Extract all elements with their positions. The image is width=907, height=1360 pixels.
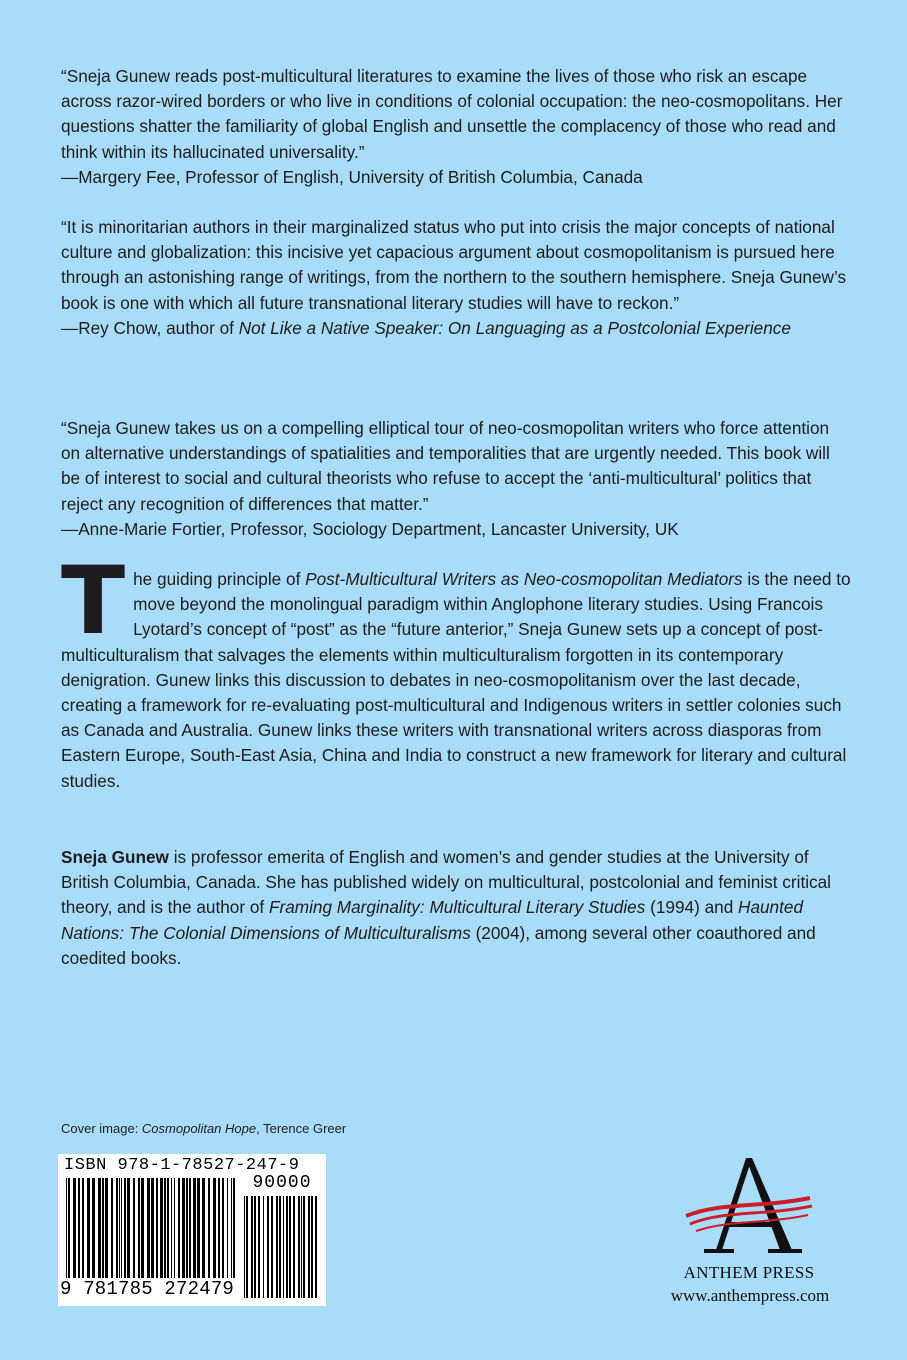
barcode-bar [246,1196,248,1298]
endorsement-quote-1 [61,64,851,190]
isbn-barcode [58,1154,326,1306]
bio-text-3: (2004), among several other coauthored and coedited books. [61,922,816,968]
bio-book-title-2: Haunted Nations: The Colonial Dimensions of Multiculturalisms [61,897,804,943]
barcode-bar [298,1196,300,1298]
quote-attribution: —Anne-Marie Fortier, Professor, Sociology Department, Lancaster University, UK [61,518,679,539]
bio-text-1: is professor emerita of English and women’s and gender studies at the University of British Columbia, Canada. She has published widely on multicultural, postcolonial and feminist critical theory, and is the author of [61,847,832,918]
drop-cap: T [61,547,126,656]
barcode-bar [164,1178,166,1290]
barcode-bar [283,1196,284,1298]
barcode-bar [293,1196,295,1298]
barcode-bar [301,1196,302,1298]
barcode-bar [271,1196,273,1298]
bio-book-title-1: Framing Marginality: Multicultural Literary Studies [268,897,646,918]
quote-text: “Sneja Gunew takes us on a compelling elliptical tour of neo-cosmopolitan writers who force attention on alternative understandings of spatialities and temporalities that are urgently needed. This book will be of interest to social and cultural theorists who refuse to accept the ‘anti-multicultural’ politics that reject any recognition of differences that matter.” [61,418,830,514]
barcode-bar [121,1178,122,1290]
isbn-number: ISBN 978-1-78527-247-9 [64,1156,300,1175]
barcode-bar [119,1178,120,1290]
barcode-bar [87,1178,90,1290]
barcode-bar [82,1178,84,1290]
barcode-bar [138,1178,140,1290]
barcode-bar [279,1196,281,1298]
attribution-book-title: Not Like a Native Speaker: On Languaging as a Postcolonial Experience [238,317,791,338]
barcode-bar [222,1178,224,1290]
publisher-url: www.anthempress.com [670,1286,830,1305]
barcode-bar [233,1178,235,1290]
barcode-bar [182,1178,185,1290]
description-intro: he guiding principle of [133,569,306,589]
barcode-bar [127,1178,130,1290]
barcode-bar [98,1178,101,1290]
barcode-bar [276,1196,278,1298]
addon-price-digits: 90000 [252,1173,312,1193]
author-name: Sneja Gunew [61,847,169,867]
barcode-bar [193,1178,196,1290]
barcode-bar [102,1178,104,1290]
barcode-bar [267,1196,269,1298]
barcode-bar [218,1178,220,1290]
barcode-bar [68,1178,70,1290]
barcode-bar [208,1178,210,1290]
barcode-bar [244,1196,245,1298]
cover-image-credit [61,1120,346,1138]
quote-attribution [61,316,851,341]
barcode-bar [133,1178,135,1290]
quote-text: “It is minoritarian authors in their marginalized status who put into crisis the major concepts of national culture and globalization: this incisive yet capacious argument about cosmopolitanism is pursued here through an astonishing range of writings, from the northern to the southern hemisphere. Sneja Gunew’s book is one with which all future transnational literary studies will have to reckon.” [61,217,847,313]
barcode-bar [231,1178,232,1290]
credit-artwork-title: Cosmopolitan Hope [141,1121,257,1136]
book-description [61,547,851,794]
publisher-name: ANTHEM PRESS [683,1263,815,1282]
barcode-bar [202,1178,205,1290]
barcode-bar [227,1178,228,1290]
credit-artist: , Terence Greer [256,1121,347,1136]
barcode-bar [147,1178,150,1290]
barcode-bar [116,1178,118,1290]
barcode-bar [141,1178,144,1290]
barcode-bar [263,1196,264,1298]
barcode-bar [251,1196,253,1298]
barcode-bar [73,1178,76,1290]
barcode-bar [289,1196,291,1298]
barcode-bar [213,1178,216,1290]
anthem-a-icon [660,1150,838,1262]
barcode-bar [160,1178,163,1290]
quote-attribution: —Margery Fee, Professor of English, University of British Columbia, Canada [61,166,643,187]
barcode-bar [167,1178,169,1290]
barcode-bar [189,1178,191,1290]
bio-text-2: (1994) and [645,897,739,918]
barcode-bar [286,1196,288,1298]
description-book-title: Post-Multicultural Writers as Neo-cosmopolitan Mediators [305,569,743,589]
barcode-bar [124,1178,126,1290]
credit-label: Cover image: [61,1121,142,1136]
quote-text: “Sneja Gunew reads post-multicultural literatures to examine the lives of those who risk an escape across razor-wired borders or who live in conditions of colonial occupation: the neo-cosmopolitans. Her questions shatter the familiarity of global English and unsettle the complacency of those who read and think within its hallucinated universality.” [61,66,843,162]
description-body: is the need to move beyond the monolingual paradigm within Anglophone literary studies. Using Francois Lyotard’s concept of “post” as the “future anterior,” Sneja Gunew sets up a concept of post-multiculturalism that salvages the elements within multiculturalism forgotten in its contemporary denigration. Gunew links this discussion to debates in neo-cosmopolitanism over the last decade, creating a framework for re-evaluating post-multicultural and Indigenous writers in settler colonies such as Canada and Australia. Gunew links these writers with transnational writers across diasporas from Eastern Europe, South-East Asia, China and India to construct a new framework for literary and cultural studies. [61,569,851,791]
barcode-bar [186,1178,188,1290]
attribution-prefix: —Rey Chow, author of [61,317,239,338]
barcode-bar [171,1178,172,1290]
addon-barcode-bars [244,1196,320,1298]
barcode-bar [111,1178,113,1290]
barcode-bar [308,1196,310,1298]
endorsement-quote-2 [61,215,851,341]
barcode-bar [315,1196,317,1298]
barcode-bar [105,1178,108,1290]
barcode-bar [303,1196,305,1298]
barcode-bar [92,1178,95,1290]
barcode-bar [151,1178,154,1290]
barcode-bar [178,1178,180,1290]
barcode-bar [66,1178,67,1290]
author-bio [61,845,851,971]
endorsement-quote-3 [61,416,851,542]
barcode-bar [258,1196,260,1298]
ean-barcode-bars [66,1178,238,1290]
barcode-bar [78,1178,80,1290]
ean-digits: 9 781785 272479 [60,1278,240,1300]
barcode-bar [254,1196,256,1298]
publisher-logo [660,1150,880,1310]
barcode-bar [174,1178,175,1290]
barcode-bar [156,1178,158,1290]
barcode-bar [311,1196,313,1298]
barcode-bar [197,1178,200,1290]
